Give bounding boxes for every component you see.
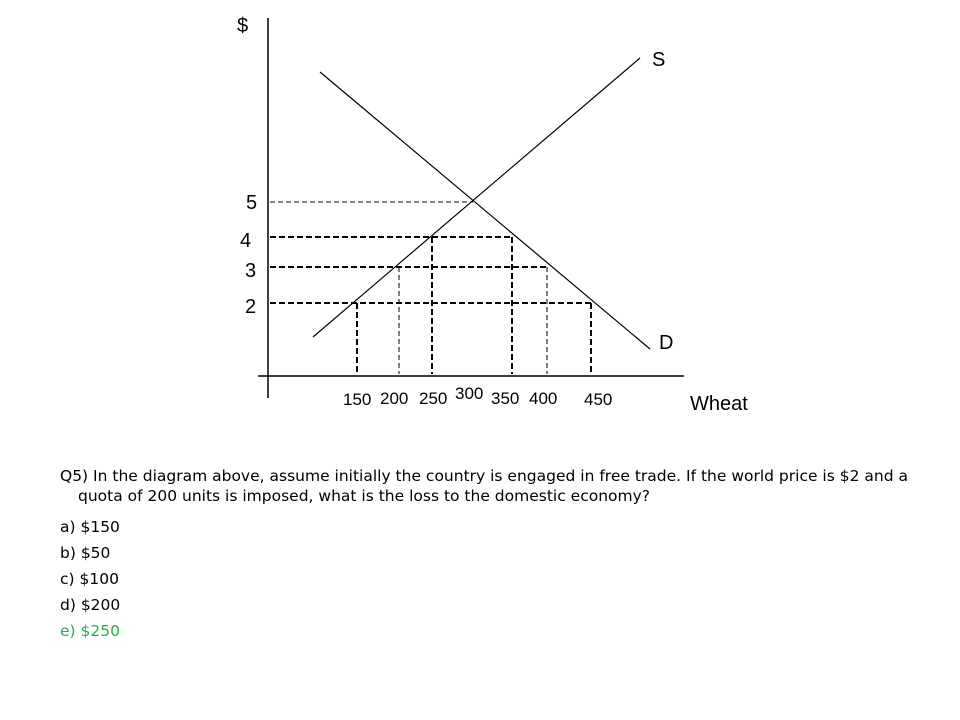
answer-option-c[interactable]: c) $100 [60, 570, 119, 588]
quantity-tick-350: 350 [491, 389, 520, 408]
answer-option-d[interactable]: d) $200 [60, 596, 121, 614]
x-axis-label: Wheat [690, 393, 748, 415]
supply-label: S [652, 49, 666, 71]
quantity-tick-450: 450 [584, 390, 613, 409]
price-tick-5: 5 [246, 192, 258, 214]
price-tick-4: 4 [240, 230, 252, 252]
question-text: In the diagram above, assume initially the country is engaged in free trade. If the world price is $2 and a quota of 200 units is imposed, what is the loss to the domestic economy? [78, 467, 908, 505]
quantity-tick-200: 200 [380, 389, 409, 408]
question-block [60, 466, 910, 644]
supply-curve [313, 58, 640, 337]
answer-option-b[interactable]: b) $50 [60, 544, 111, 562]
price-tick-3: 3 [245, 260, 257, 282]
quantity-tick-150: 150 [343, 390, 372, 409]
quantity-tick-300: 300 [455, 384, 484, 403]
question-prompt [60, 466, 910, 506]
demand-label: D [659, 332, 674, 354]
price-tick-2: 2 [245, 296, 257, 318]
quantity-tick-400: 400 [529, 389, 558, 408]
question-number: Q5) [60, 467, 89, 485]
answer-option-e[interactable]: e) $250 [60, 622, 120, 640]
demand-curve [320, 72, 650, 349]
y-axis-label: $ [237, 15, 249, 37]
answer-option-a[interactable]: a) $150 [60, 518, 120, 536]
quantity-tick-250: 250 [419, 389, 448, 408]
